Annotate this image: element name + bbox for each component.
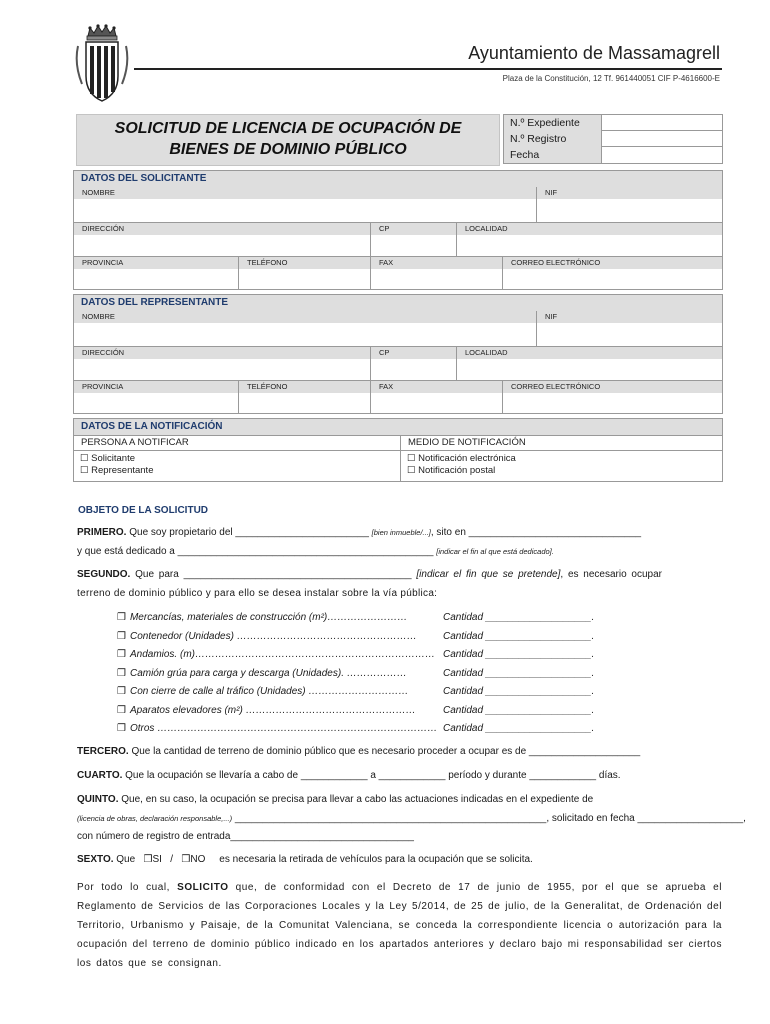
cuarto-label: CUARTO. (77, 770, 123, 781)
quinto-line-1 (77, 794, 593, 805)
notificacion-section (73, 418, 723, 482)
registry-label: N.º Registro (504, 131, 602, 147)
provincia-field[interactable] (74, 257, 238, 290)
item-checkbox[interactable]: ❒ (117, 723, 126, 734)
sexto-text: es necesaria la retirada de vehículos para la ocupación que se solicita. (219, 854, 533, 865)
fax-field[interactable] (370, 257, 502, 290)
form-title-line1: SOLICITUD DE LICENCIA DE OCUPACIÓN DE (114, 120, 462, 137)
tercero-label: TERCERO. (77, 746, 129, 757)
item-checkbox[interactable]: ❒ (117, 612, 126, 623)
ocupacion-item (117, 612, 407, 623)
ocupacion-item (117, 723, 437, 734)
section-heading: DATOS DEL SOLICITANTE (74, 171, 722, 187)
item-label: Con cierre de calle al tráfico (Unidades) ………………………… (129, 686, 409, 697)
organization-name: Ayuntamiento de Massamagrell (468, 43, 720, 63)
closing-pre: Por todo lo cual, (77, 882, 170, 893)
primero-hint-2: [indicar el fin al que está dedicado]. (436, 547, 554, 556)
item-checkbox[interactable]: ❒ (117, 667, 126, 679)
cuarto-text: Que la ocupación se llevaría a cabo de ____________ a ____________ período y durante ____________ días. (125, 770, 621, 781)
direccion-field[interactable] (74, 347, 370, 380)
segundo-label: SEGUNDO. (77, 569, 131, 580)
item-label: Aparatos elevadores (m²) …………………………………………… (129, 704, 416, 716)
form-row (74, 346, 722, 380)
correo-field[interactable] (502, 381, 722, 414)
section-heading: DATOS DE LA NOTIFICACIÓN (74, 419, 722, 435)
ocupacion-item (117, 705, 416, 716)
item-label: Otros ………………………………………………………………………… (129, 723, 438, 734)
field-label: PROVINCIA (74, 381, 238, 393)
field-label: DIRECCIÓN (74, 347, 370, 359)
item-checkbox[interactable]: ❒ (117, 704, 126, 716)
notificacion-row (74, 435, 722, 481)
item-quantity[interactable]: Cantidad ___________________. (443, 723, 595, 734)
quinto-line-3: con número de registro de entrada_________________________________ (77, 831, 414, 842)
electronica-checkbox[interactable]: ☐ Notificación electrónica (407, 453, 516, 464)
sexto-no-checkbox[interactable]: ❒NO (181, 854, 206, 865)
quinto-label: QUINTO. (77, 794, 119, 805)
registry-expediente-field[interactable] (603, 115, 722, 131)
fax-field[interactable] (370, 381, 502, 414)
segundo-line-1 (77, 569, 722, 580)
form-row (74, 187, 722, 223)
primero-text-c: y que está dedicado a ______________________________________________ (77, 546, 434, 557)
objeto-heading: OBJETO DE LA SOLICITUD (78, 505, 209, 516)
field-label: NIF (537, 187, 722, 199)
registry-row-fecha (504, 147, 722, 163)
nif-field[interactable] (536, 187, 722, 223)
field-label: TELÉFONO (239, 257, 370, 269)
sexto-que: Que (116, 854, 136, 865)
ocupacion-item (117, 668, 407, 679)
segundo-text-b: , es necesario ocupar (560, 569, 663, 580)
field-label: CP (371, 223, 456, 235)
telefono-field[interactable] (238, 381, 370, 414)
ocupacion-item (117, 649, 435, 660)
primero-line-1 (77, 527, 641, 538)
provincia-field[interactable] (74, 381, 238, 414)
cp-field[interactable] (370, 223, 456, 256)
item-checkbox[interactable]: ❒ (117, 686, 126, 697)
registry-fecha-field[interactable] (603, 147, 722, 163)
primero-label: PRIMERO. (77, 527, 127, 538)
medio-cell (400, 436, 722, 481)
representante-section (73, 294, 723, 414)
form-title (76, 118, 500, 160)
field-label: NOMBRE (74, 311, 536, 323)
closing-solicito: SOLICITO (177, 882, 229, 893)
solicitante-section (73, 170, 723, 290)
registry-label: Fecha (504, 147, 602, 163)
postal-checkbox[interactable]: ☐ Notificación postal (407, 465, 496, 476)
registry-row-expediente (504, 115, 722, 131)
correo-field[interactable] (502, 257, 722, 290)
field-label: DIRECCIÓN (74, 223, 370, 235)
registry-registro-field[interactable] (603, 131, 722, 147)
field-label: CP (371, 347, 456, 359)
segundo-hint: [indicar el fin que se pretende] (416, 569, 561, 580)
organization-address: Plaza de la Constitución, 12 Tf. 961440051 CIF P-4616600-E (502, 74, 720, 83)
primero-text-b: , sito en _______________________________ (430, 527, 642, 538)
nombre-field[interactable] (74, 311, 536, 347)
persona-cell (74, 436, 400, 481)
sexto-line (77, 854, 533, 865)
item-label: Contenedor (Unidades) ……………………………………………… (129, 630, 417, 642)
ocupacion-item (117, 686, 408, 697)
closing-paragraph (77, 878, 722, 973)
field-label: CORREO ELECTRÓNICO (503, 257, 722, 269)
tercero-line (77, 746, 640, 757)
form-title-line2: BIENES DE DOMINIO PÚBLICO (169, 141, 407, 158)
closing-text: que, de conformidad con el Decreto de 17 de junio de 1955, por el que se aprueba el Reglamento de Servicios de las Corporaciones Locales y la Ley 5/2014, de 25 de julio, de la Generalitat, de Ordenación del Territorio, Urbanismo y Paisaje, de la Comunitat Valenciana, se conceda la correspondiente licencia o autorización para la ocupación del terreno de dominio público indicado en los apartados anteriores y declaro bajo mi responsabilidad ser ciertos los datos que se consignan. (77, 882, 722, 969)
form-row (74, 222, 722, 256)
direccion-field[interactable] (74, 223, 370, 256)
field-label: FAX (371, 381, 502, 393)
telefono-field[interactable] (238, 257, 370, 290)
item-quantity[interactable]: Cantidad ___________________. (443, 630, 595, 642)
segundo-line-2: terreno de dominio público y para ello se desea instalar sobre la vía pública: (77, 588, 438, 599)
item-checkbox[interactable]: ❒ (117, 630, 126, 642)
registry-table (503, 114, 723, 164)
registry-row-registro (504, 131, 722, 147)
quinto-cont: ________________________________________________________, solicitado en fecha ___________________, (234, 813, 746, 824)
field-label: FAX (371, 257, 502, 269)
quinto-hint: (licencia de obras, declaración responsable,...) (77, 814, 233, 823)
medio-label: MEDIO DE NOTIFICACIÓN (401, 436, 722, 451)
persona-label: PERSONA A NOTIFICAR (74, 436, 400, 451)
item-checkbox[interactable]: ❒ (117, 649, 126, 660)
field-label: LOCALIDAD (457, 347, 722, 359)
nombre-field[interactable] (74, 187, 536, 223)
localidad-field[interactable] (456, 223, 722, 256)
cp-field[interactable] (370, 347, 456, 380)
ocupacion-item (117, 631, 417, 642)
item-quantity[interactable]: Cantidad ___________________. (443, 686, 595, 697)
quinto-text: Que, en su caso, la ocupación se precisa para llevar a cabo las actuaciones indicadas en el expediente de (121, 794, 594, 805)
field-label: PROVINCIA (74, 257, 238, 269)
solicitante-checkbox[interactable]: ☐ Solicitante (80, 453, 135, 464)
sexto-label: SEXTO. (77, 854, 114, 865)
representante-checkbox[interactable]: ☐ Representante (80, 465, 154, 476)
quinto-line-2 (77, 813, 746, 824)
sexto-si-checkbox[interactable]: ❒SI (143, 854, 162, 865)
cuarto-line (77, 770, 621, 781)
item-quantity[interactable]: Cantidad ___________________. (443, 704, 595, 716)
form-row (74, 256, 722, 290)
form-row (74, 311, 722, 347)
primero-hint-1: [bien inmueble/...] (371, 528, 431, 537)
item-quantity[interactable]: Cantidad ___________________. (443, 649, 595, 660)
field-label: CORREO ELECTRÓNICO (503, 381, 722, 393)
item-label: Camión grúa para carga y descarga (Unidades). ……………… (129, 667, 407, 679)
primero-text-a: Que soy propietario del ________________________ (129, 527, 369, 538)
item-quantity[interactable]: Cantidad ___________________. (443, 612, 595, 623)
field-label: NIF (537, 311, 722, 323)
sexto-slash: / (170, 854, 174, 865)
registry-label: N.º Expediente (504, 115, 602, 131)
tercero-text: Que la cantidad de terreno de dominio público que es necesario proceder a ocupar es de ____________________ (131, 746, 641, 757)
localidad-field[interactable] (456, 347, 722, 380)
item-label: Mercancías, materiales de construcción (m²)…………………… (129, 612, 408, 623)
segundo-text-a: Que para _________________________________________ (135, 569, 412, 580)
field-label: TELÉFONO (239, 381, 370, 393)
nif-field[interactable] (536, 311, 722, 347)
primero-line-2 (77, 546, 554, 557)
field-label: LOCALIDAD (457, 223, 722, 235)
item-label: Andamios. (m)……………………………………………………………… (129, 649, 435, 660)
section-heading: DATOS DEL REPRESENTANTE (74, 295, 722, 311)
item-quantity[interactable]: Cantidad ___________________. (443, 667, 595, 679)
form-row (74, 380, 722, 414)
coat-of-arms-icon (74, 24, 130, 104)
field-label: NOMBRE (74, 187, 536, 199)
header-rule (134, 68, 722, 70)
